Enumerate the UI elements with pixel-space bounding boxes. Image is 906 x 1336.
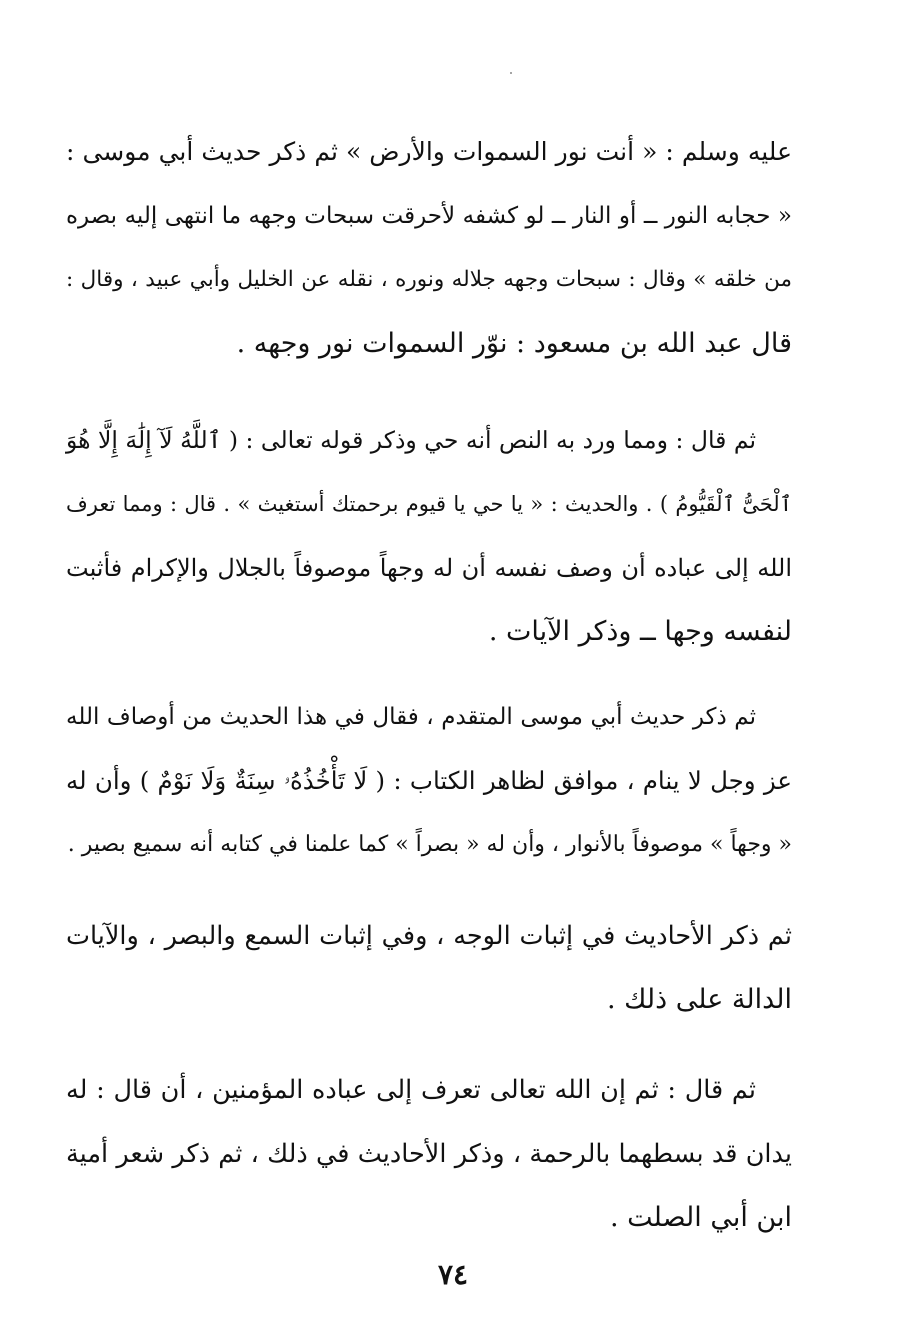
text-line: ٱلْحَىُّ ٱلْقَيُّومُ ) . والحديث : « يا حي يا قيوم برحمتك أستغيث » . قال : ومما تعرف <box>66 492 792 516</box>
text-line: عز وجل لا ينام ، موافق لظاهر الكتاب : ( لَا تَأْخُذُهُۥ سِنَةٌ وَلَا نَوْمٌ ) وأن له <box>66 766 792 795</box>
text-line: من خلقه » وقال : سبحات وجهه جلاله ونوره ، نقله عن الخليل وأبي عبيد ، وقال : <box>66 267 792 292</box>
text-line: ثم قال : ومما ورد به النص أنه حي وذكر قوله تعالى : ( ٱللَّهُ لَآ إِلَٰهَ إِلَّا هُوَ <box>66 426 756 454</box>
text-line: ابن أبي الصلت . <box>609 1202 792 1233</box>
paragraph-3 <box>66 685 792 877</box>
paragraph-2 <box>66 408 792 664</box>
page-number: ٧٤ <box>437 1258 469 1291</box>
text-line: ثم قال : ثم إن الله تعالى تعرف إلى عباده المؤمنين ، أن قال : له <box>66 1075 756 1105</box>
text-line: الدالة على ذلك . <box>607 984 792 1015</box>
text-line: « حجابه النور ــ أو النار ــ لو كشفه لأحرقت سبحات وجهه ما انتهى إليه بصره <box>66 203 792 229</box>
text-line: قال عبد الله بن مسعود : نوّر السموات نور وجهه . <box>236 328 792 359</box>
paragraph-1 <box>66 120 792 376</box>
text-line: « وجهاً » موصوفاً بالأنوار ، وأن له « بصراً » كما علمنا في كتابه أنه سميع بصير . <box>67 832 792 857</box>
paragraph-4 <box>66 904 792 1032</box>
text-line: يدان قد بسطهما بالرحمة ، وذكر الأحاديث في ذلك ، ثم ذكر شعر أمية <box>66 1139 792 1169</box>
text-line: ثم ذكر حديث أبي موسى المتقدم ، فقال في هذا الحديث من أوصاف الله <box>66 704 756 730</box>
scan-speck <box>510 72 512 74</box>
text-line: لنفسه وجها ــ وذكر الآيات . <box>488 616 792 647</box>
text-line: ثم ذكر الأحاديث في إثبات الوجه ، وفي إثبات السمع والبصر ، والآيات <box>66 921 792 951</box>
paragraph-5 <box>66 1058 792 1250</box>
text-line: الله إلى عباده أن وصف نفسه أن له وجهاً موصوفاً بالجلال والإكرام فأثبت <box>66 554 792 582</box>
text-line: عليه وسلم : « أنت نور السموات والأرض » ثم ذكر حديث أبي موسى : <box>66 137 792 166</box>
